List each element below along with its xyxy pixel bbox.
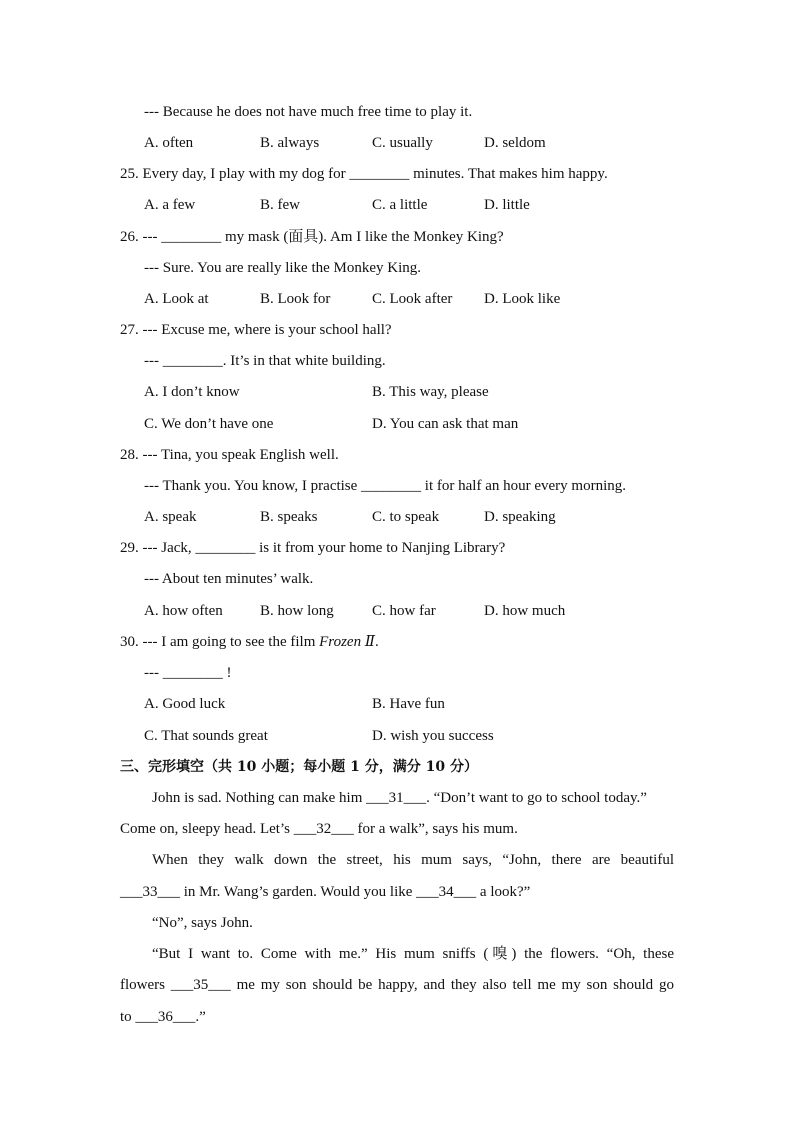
cloze-p2-line2: ___33___ in Mr. Wang’s garden. Would you like ___34___ a look?” bbox=[120, 884, 531, 900]
q28-option-c[interactable]: C. to speak bbox=[372, 509, 440, 525]
cloze-p4-line3: to ___36___.” bbox=[120, 1009, 206, 1025]
q27-option-c[interactable]: C. We don’t have one bbox=[144, 416, 274, 432]
q29-option-b[interactable]: B. how long bbox=[260, 603, 334, 619]
q30-stem-suffix: . bbox=[375, 634, 379, 650]
q25-option-a[interactable]: A. a few bbox=[144, 197, 196, 213]
q27-reply: --- ________. It’s in that white building. bbox=[144, 353, 386, 369]
q24-option-a[interactable]: A. often bbox=[144, 135, 194, 151]
cloze-p1-line2: Come on, sleepy head. Let’s ___32___ for a walk”, says his mum. bbox=[120, 821, 518, 837]
q25-option-c[interactable]: C. a little bbox=[372, 197, 428, 213]
q25-option-d[interactable]: D. little bbox=[484, 197, 530, 213]
q30-option-a[interactable]: A. Good luck bbox=[144, 696, 226, 712]
q29-option-d[interactable]: D. how much bbox=[484, 603, 566, 619]
cloze-p4-line2: flowers ___35___ me my son should be happy, and they also tell me my son should go bbox=[120, 977, 674, 993]
q30-option-c[interactable]: C. That sounds great bbox=[144, 728, 268, 744]
cloze-p4-line1: “But I want to. Come with me.” His mum sniffs (嗅) the flowers. “Oh, these bbox=[152, 946, 674, 962]
q30-film-title: Frozen Ⅱ bbox=[319, 634, 376, 650]
q24-option-c[interactable]: C. usually bbox=[372, 135, 433, 151]
q26-reply: --- Sure. You are really like the Monkey King. bbox=[144, 260, 422, 276]
q24-answer-line: --- Because he does not have much free time to play it. bbox=[144, 104, 473, 120]
q24-option-b[interactable]: B. always bbox=[260, 135, 320, 151]
q27-option-a[interactable]: A. I don’t know bbox=[144, 384, 240, 400]
q28-stem: 28. --- Tina, you speak English well. bbox=[120, 447, 339, 463]
q27-option-b[interactable]: B. This way, please bbox=[372, 384, 489, 400]
cloze-p2-line1: When they walk down the street, his mum says, “John, there are beautiful bbox=[152, 852, 674, 868]
q29-option-a[interactable]: A. how often bbox=[144, 603, 223, 619]
q30-option-b[interactable]: B. Have fun bbox=[372, 696, 445, 712]
q28-option-a[interactable]: A. speak bbox=[144, 509, 197, 525]
q25-stem: 25. Every day, I play with my dog for ________ minutes. That makes him happy. bbox=[120, 166, 608, 182]
q25-option-b[interactable]: B. few bbox=[260, 197, 300, 213]
q29-stem: 29. --- Jack, ________ is it from your home to Nanjing Library? bbox=[120, 540, 506, 556]
q24-option-d[interactable]: D. seldom bbox=[484, 135, 546, 151]
section-heading: 三、完形填空（共 10 小题；每小题 1 分，满分 10 分） bbox=[120, 759, 478, 775]
q29-option-c[interactable]: C. how far bbox=[372, 603, 436, 619]
q26-option-d[interactable]: D. Look like bbox=[484, 291, 561, 307]
q30-stem-prefix: 30. --- I am going to see the film bbox=[120, 634, 320, 650]
q30-option-d[interactable]: D. wish you success bbox=[372, 728, 494, 744]
q26-option-b[interactable]: B. Look for bbox=[260, 291, 331, 307]
q26-stem: 26. --- ________ my mask (面具). Am I like the Monkey King? bbox=[120, 229, 504, 245]
cloze-p1-line1: John is sad. Nothing can make him ___31___. “Don’t want to go to school today.” bbox=[152, 790, 647, 806]
q28-option-b[interactable]: B. speaks bbox=[260, 509, 318, 525]
q26-option-a[interactable]: A. Look at bbox=[144, 291, 209, 307]
q28-reply: --- Thank you. You know, I practise ________ it for half an hour every morning. bbox=[144, 478, 626, 494]
q27-stem: 27. --- Excuse me, where is your school hall? bbox=[120, 322, 392, 338]
q28-option-d[interactable]: D. speaking bbox=[484, 509, 556, 525]
q27-option-d[interactable]: D. You can ask that man bbox=[372, 416, 519, 432]
q30-stem bbox=[120, 632, 379, 652]
q30-reply: --- ________ ! bbox=[144, 665, 232, 681]
cloze-p3: “No”, says John. bbox=[152, 915, 253, 931]
q29-reply: --- About ten minutes’ walk. bbox=[144, 571, 314, 587]
q26-option-c[interactable]: C. Look after bbox=[372, 291, 453, 307]
